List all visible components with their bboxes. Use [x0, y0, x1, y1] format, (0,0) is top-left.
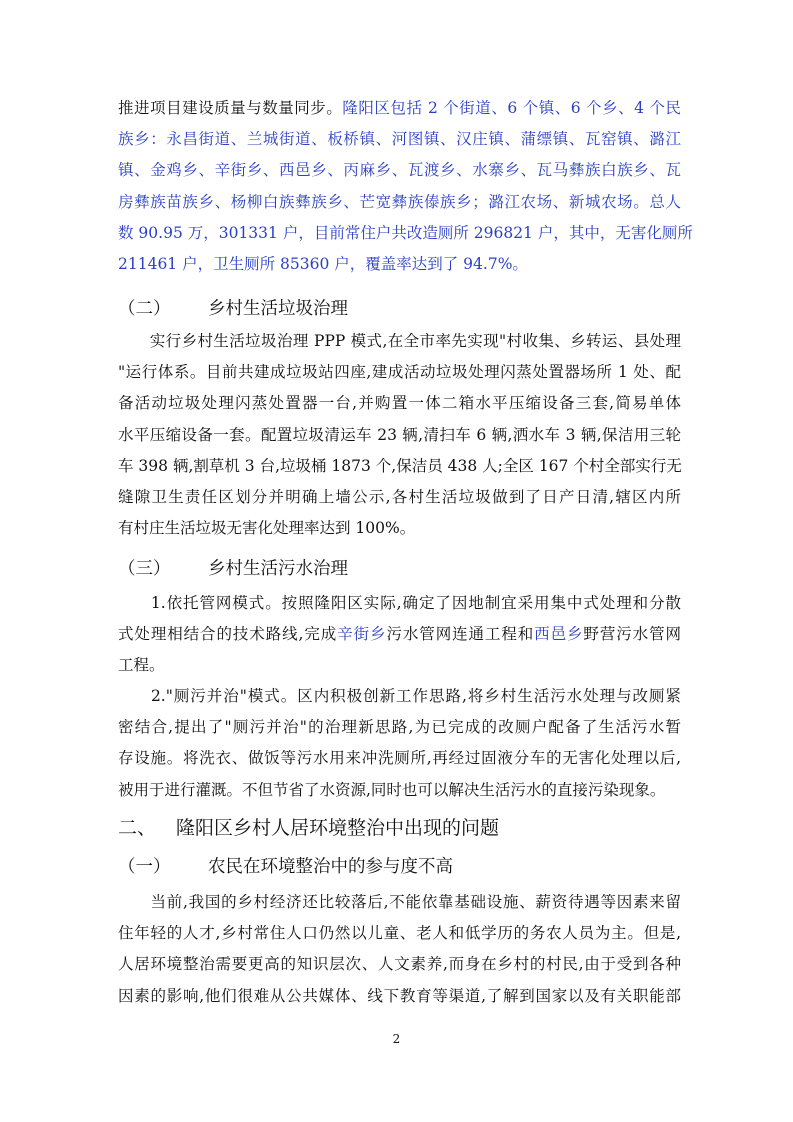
sewage-paragraph-1 — [118, 588, 681, 682]
chapter-number: 二、 — [118, 817, 157, 839]
section-number: （一） — [118, 857, 171, 877]
section-heading-1 — [118, 853, 453, 878]
text-line: 有村庄生活垃圾无害化处理率达到 100%。 — [118, 519, 416, 538]
section-title: 乡村生活垃圾治理 — [208, 299, 348, 319]
chapter-heading — [118, 813, 499, 840]
text-line: 数 90.95 万，301331 户，目前常住户共改造厕所 296821 户，其中，无害化厕所 — [118, 223, 693, 242]
text-line: 2."厕污并治"模式。区内积极创新工作思路,将乡村生活污水处理与改厕紧 — [118, 687, 681, 705]
text-line: 人居环境整治需要更高的知识层次、人文素养,而身在乡村的村民,由于受到各种 — [118, 955, 681, 974]
text-line: 房彝族苗族乡、杨柳白族彝族乡、芒宽彝族傣族乡；潞江农场、新城农场。总人 — [118, 192, 681, 211]
text-line: 推进项目建设质量与数量同步。隆阳区包括 2 个街道、6 个镇、6 个乡、4 个民 — [118, 99, 681, 117]
text-line: 车 398 辆,割草机 3 台,垃圾桶 1873 个,保洁员 438 人;全区 167 个村全部实行无 — [118, 456, 682, 475]
text-line: 缝隙卫生责任区划分并明确上墙公示,各村生活垃圾做到了日产日清,辖区内所 — [118, 487, 681, 506]
section-heading-2 — [118, 295, 348, 320]
text-line: 工程。 — [118, 656, 165, 675]
section-title: 农民在环境整治中的参与度不高 — [208, 857, 453, 877]
garbage-paragraph — [118, 326, 681, 544]
text-line: 存设施。将洗衣、做饭等污水用来冲洗厕所,再经过固液分车的无害化处理以后, — [118, 749, 681, 768]
chapter-title: 隆阳区乡村人居环境整治中出现的问题 — [176, 817, 500, 839]
text-line: 实行乡村生活垃圾治理 PPP 模式,在全市率先实现"村收集、乡转运、县处理 — [118, 332, 681, 350]
overview-paragraph — [118, 93, 693, 280]
text-line: 式处理相结合的技术路线,完成辛街乡污水管网连通工程和西邑乡野营污水管网 — [118, 625, 681, 644]
section-number: （二） — [118, 299, 171, 319]
text-line: 备活动垃圾处理闪蒸处置器一台,并购置一体二箱水平压缩设备三套,简易单体 — [118, 394, 681, 413]
text-line: 住年轻的人才,乡村常住人口仍然以儿童、老人和低学历的务农人员为主。但是, — [118, 924, 681, 943]
text-line: 因素的影响,他们很难从公共媒体、线下教育等渠道,了解到国家以及有关职能部 — [118, 986, 681, 1005]
text-line: 211461 户，卫生厕所 85360 户，覆盖率达到了 94.7%。 — [118, 254, 528, 273]
page-number: 2 — [392, 1032, 401, 1046]
text-line: 镇、金鸡乡、辛街乡、西邑乡、丙麻乡、瓦渡乡、水寨乡、瓦马彝族白族乡、瓦 — [118, 161, 681, 180]
text-line: 当前,我国的乡村经济还比较落后,不能依靠基础设施、薪资待遇等因素来留 — [118, 893, 681, 911]
text-line: 1.依托管网模式。按照隆阳区实际,确定了因地制宜采用集中式处理和分散 — [118, 594, 681, 612]
sewage-paragraph-2 — [118, 681, 681, 806]
section-heading-3 — [118, 555, 348, 580]
text-line: 被用于进行灌溉。不但节省了水资源,同时也可以解决生活污水的直接污染现象。 — [118, 780, 666, 799]
section-title: 乡村生活污水治理 — [208, 559, 348, 579]
participation-paragraph — [118, 887, 681, 1012]
text-line: 密结合,提出了"厕污并治"的治理新思路,为已完成的改厕户配备了生活污水暂 — [118, 718, 681, 737]
text-line: 水平压缩设备一套。配置垃圾清运车 23 辆,清扫车 6 辆,洒水车 3 辆,保洁用三轮 — [118, 425, 681, 444]
text-line: "运行体系。目前共建成垃圾站四座,建成活动垃圾处理闪蒸处置器场所 1 处、配 — [118, 363, 681, 382]
section-number: （三） — [118, 559, 171, 579]
text-line: 族乡：永昌街道、兰城街道、板桥镇、河图镇、汉庄镇、蒲缥镇、瓦窑镇、潞江 — [118, 130, 681, 149]
